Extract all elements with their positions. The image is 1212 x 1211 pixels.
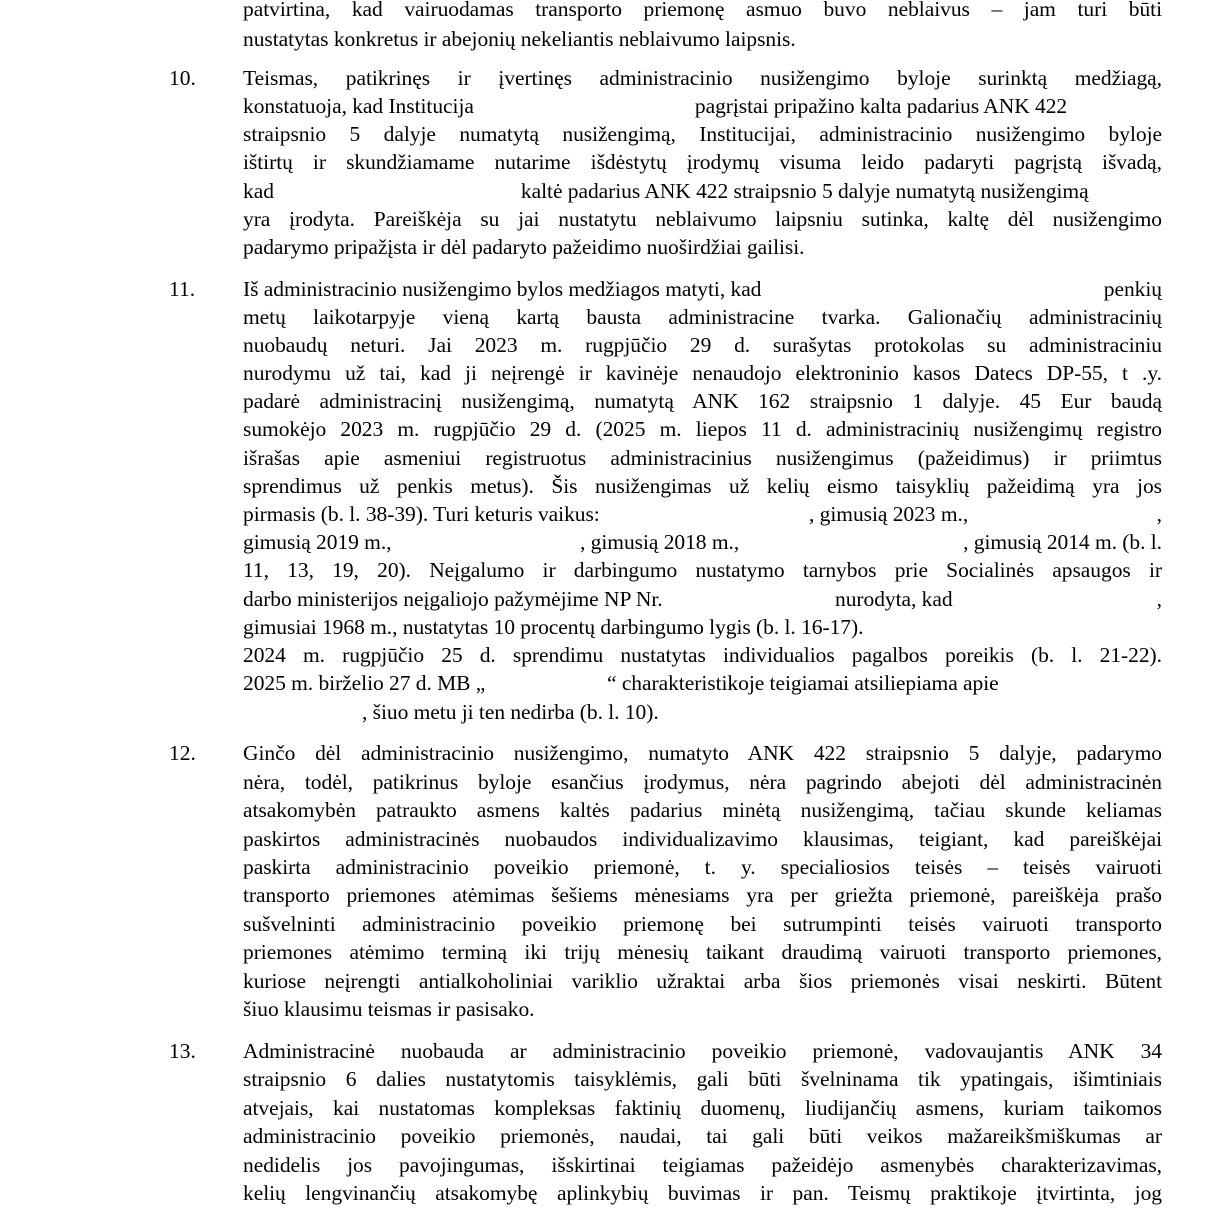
text-line: straipsnio 5 dalyje numatytą nusižengimą, Institucijai, administracinio nusižengimo byloje: [243, 122, 1162, 146]
text-line: [243, 668, 1162, 698]
text-line: nustatytas konkretus ir abejonių nekeliantis neblaivumo laipsnis.: [243, 27, 796, 51]
text-line: išrašas apie asmeniui registruotus administracinius nusižengimus (pažeidimus) ir priimtus: [243, 446, 1162, 470]
text-fragment: Iš administracinio nusižengimo bylos medžiagos matyti, kad: [243, 277, 762, 301]
text-fragment: darbo ministerijos neįgaliojo pažymėjime NP Nr.: [243, 587, 663, 611]
text-line: paskirta administracinio poveikio priemonė, t. y. specialiosios teisės – teisės vairuoti: [243, 855, 1162, 879]
text-line: nedidelis jos pavojingumas, išskirtinai teigiamas pažeidėjo asmenybės charakterizavimas,: [243, 1153, 1162, 1177]
text-line: nuobaudų neturi. Jai 2023 m. rugpjūčio 29 d. surašytas protokolas su administraciniu: [243, 333, 1162, 357]
paragraph-number: 10.: [169, 66, 196, 90]
text-line: atsakomybėn patraukto asmens kaltės padarius minėtą nusižengimą, tačiau skunde keliamas: [243, 798, 1162, 822]
text-line: [243, 499, 1162, 529]
text-fragment: konstatuoja, kad Institucija: [243, 94, 474, 118]
text-line: ištirtų ir skundžiamame nutarime išdėstytų įrodymų visuma leido padaryti pagrįstą išvadą,: [243, 150, 1162, 174]
paragraph-number: 13.: [169, 1039, 196, 1063]
text-line: 11, 13, 19, 20). Neįgalumo ir darbingumo nustatymo tarnybos prie Socialinės apsaugos ir: [243, 558, 1162, 582]
text-line: [243, 274, 1162, 304]
paragraph-number: 11.: [169, 277, 196, 301]
text-fragment: , šiuo metu ji ten nedirba (b. l. 10).: [362, 700, 659, 724]
text-line: straipsnio 6 dalies nustatytomis taisyklėmis, gali būti švelninama tik ypatingais, išimtiniais: [243, 1067, 1162, 1091]
text-fragment: ,: [1156, 587, 1162, 611]
text-line: padarymo pripažįsta ir dėl padaryto pažeidimo nuoširdžiai gailisi.: [243, 235, 805, 259]
text-line: sumokėjo 2023 m. rugpjūčio 29 d. (2025 m. liepos 11 d. administracinių nusižengimų registro: [243, 417, 1162, 441]
text-line: [243, 91, 1162, 121]
text-line: [243, 527, 1162, 557]
text-line: metų laikotarpyje vieną kartą bausta administracine tvarka. Galionačių administracinių: [243, 305, 1162, 329]
text-line: administracinio poveikio priemonės, naudai, tai gali būti veikos mažareikšmiškumas ar: [243, 1124, 1162, 1148]
text-fragment: , gimusią 2023 m.,: [809, 502, 969, 526]
text-fragment: pirmasis (b. l. 38-39). Turi keturis vaikus:: [243, 502, 600, 526]
text-fragment: kaltė padarius ANK 422 straipsnio 5 dalyje numatytą nusižengimą: [520, 179, 1089, 203]
text-line: Teismas, patikrinęs ir įvertinęs administracinio nusižengimo byloje surinktą medžiagą,: [243, 66, 1162, 90]
text-line: gimusiai 1968 m., nustatytas 10 procentų darbingumo lygis (b. l. 16-17).: [243, 615, 864, 639]
text-line: šiuo klausimu teismas ir pasisako.: [243, 997, 535, 1021]
text-line: nurodymu už tai, kad ji neįrengė ir kavinėje nenaudojo elektroninio kasos Datecs DP-55, t .y.: [243, 361, 1162, 385]
text-fragment: 2025 m. birželio 27 d. MB „: [243, 671, 486, 695]
text-fragment: ,: [1156, 502, 1162, 526]
text-fragment: kad: [243, 179, 274, 203]
text-line: [243, 697, 1162, 727]
text-line: sprendimus už penkis metus). Šis nusižengimas už kelių eismo taisyklių pažeidimą yra jos: [243, 474, 1162, 498]
text-line: sušvelninti administracinio poveikio priemonę bei sutrumpinti teisės vairuoti transporto: [243, 912, 1162, 936]
text-line: 2024 m. rugpjūčio 25 d. sprendimu nustatytas individualios pagalbos poreikis (b. l. 21-22).: [243, 643, 1162, 667]
text-line: nėra, todėl, patikrinus byloje esančius įrodymus, nėra pagrindo abejoti dėl administracinėn: [243, 770, 1162, 794]
text-line: transporto priemones atėmimas šešiems mėnesiams yra per griežta priemonė, pareiškėja prašo: [243, 883, 1162, 907]
text-line: [243, 584, 1162, 614]
text-fragment: pagrįstai pripažino kalta padarius ANK 422: [694, 94, 1068, 118]
text-fragment: gimusią 2019 m.,: [243, 530, 392, 554]
text-line: padarė administracinį nusižengimą, numatytą ANK 162 straipsnio 1 dalyje. 45 Eur baudą: [243, 389, 1162, 413]
text-fragment: , gimusią 2014 m. (b. l.: [963, 530, 1162, 554]
text-line: atvejais, kai nustatomas kompleksas faktinių duomenų, liudijančių asmens, kuriam taikomos: [243, 1096, 1162, 1120]
text-line: yra įrodyta. Pareiškėja su jai nustatytu neblaivumo laipsniu sutinka, kaltę dėl nusižengimo: [243, 207, 1162, 231]
text-fragment: , gimusią 2018 m.,: [580, 530, 740, 554]
text-line: kelių lengvinančių atsakomybę aplinkybių buvimas ir pan. Teismų praktikoje įtvirtinta, jog: [243, 1181, 1162, 1205]
text-line: priemones atėmimo terminą iki trijų mėnesių taikant draudimą vairuoti transporto priemones,: [243, 940, 1162, 964]
text-line: Administracinė nuobauda ar administracinio poveikio priemonė, vadovaujantis ANK 34: [243, 1039, 1162, 1063]
text-line: patvirtina, kad vairuodamas transporto priemonę asmuo buvo neblaivus – jam turi būti: [243, 0, 1162, 21]
text-line: [243, 176, 1162, 206]
text-line: kuriose neįrengti antialkoholiniai variklio užraktai arba šios priemonės visai neskirti. Būtent: [243, 969, 1162, 993]
text-fragment: nurodyta, kad: [835, 587, 953, 611]
paragraph-number: 12.: [169, 741, 196, 765]
text-line: paskirtos administracinės nuobaudos individualizavimo klausimas, teigiant, kad pareiškėjai: [243, 827, 1162, 851]
text-line: Ginčo dėl administracinio nusižengimo, numatyto ANK 422 straipsnio 5 dalyje, padarymo: [243, 741, 1162, 765]
text-fragment: “ charakteristikoje teigiamai atsiliepiama apie: [607, 671, 999, 695]
text-fragment: penkių: [1103, 277, 1162, 301]
